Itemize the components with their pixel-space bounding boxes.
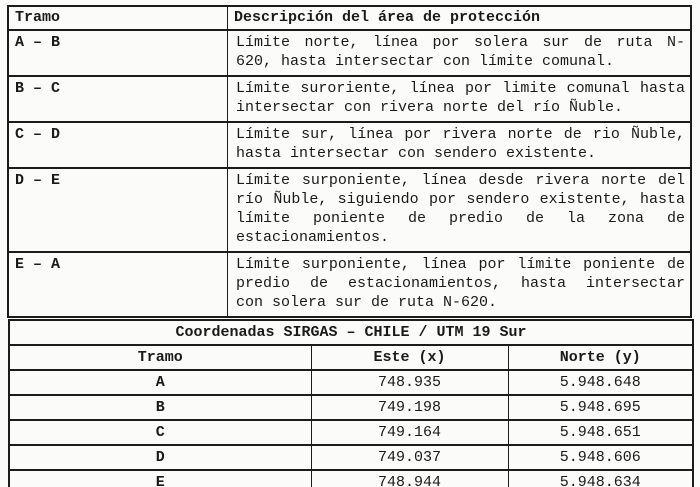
tramo-cell: D – E [8, 168, 228, 252]
table-row-c-d [8, 122, 691, 168]
description-line: hasta intersectar con sendero existente. [236, 145, 597, 162]
norte-column-header: Norte (y) [508, 345, 693, 370]
table-row-d-e [8, 168, 691, 252]
table-row-a-b [8, 30, 691, 76]
description-line: predio de estacionamientos, hasta intersectar [236, 275, 685, 292]
coordinates-header-row [9, 345, 693, 370]
coordinate-row-c [9, 420, 693, 445]
tramo-column-header: Tramo [8, 6, 228, 30]
description-line: Límite suroriente, línea por limite comunal hasta [236, 80, 685, 97]
description-line: límite poniente de predio de la zona de [236, 210, 685, 227]
description-column-header: Descripción del área de protección [228, 6, 692, 30]
description-cell [228, 168, 692, 252]
table-row-b-c [8, 76, 691, 122]
description-cell [228, 122, 692, 168]
description-cell [228, 30, 692, 76]
tramo-cell: E – A [8, 252, 228, 317]
table1-header-row [8, 6, 691, 30]
este-cell: 749.037 [311, 445, 508, 470]
description-cell [228, 252, 692, 317]
norte-cell: 5.948.695 [508, 395, 693, 420]
norte-cell: 5.948.651 [508, 420, 693, 445]
este-cell: 748.944 [311, 470, 508, 487]
tramo-cell: C [9, 420, 311, 445]
norte-cell: 5.948.634 [508, 470, 693, 487]
description-line: estacionamientos. [236, 229, 390, 246]
coordinates-table-title: Coordenadas SIRGAS – CHILE / UTM 19 Sur [9, 320, 693, 345]
tramo-cell: D [9, 445, 311, 470]
tramo-cell: A – B [8, 30, 228, 76]
description-line: Límite surponiente, línea desde rivera norte del [236, 172, 685, 189]
description-line: con solera sur de ruta N-620. [236, 294, 498, 311]
tramo-cell: C – D [8, 122, 228, 168]
description-line: Límite sur, línea por rivera norte de rio Ñuble, [236, 126, 685, 143]
coordinate-row-d [9, 445, 693, 470]
table-row-e-a [8, 252, 691, 317]
description-line: 620, hasta intersectar con límite comunal. [236, 53, 615, 70]
este-cell: 749.164 [311, 420, 508, 445]
coordinates-table [8, 319, 694, 487]
coordinate-row-b [9, 395, 693, 420]
tramo-cell: E [9, 470, 311, 487]
description-line: intersectar con rivera norte del río Ñuble. [236, 99, 624, 116]
tramo-cell: B [9, 395, 311, 420]
description-line: Límite norte, línea por solera sur de ruta N- [236, 34, 685, 51]
tramo-cell: B – C [8, 76, 228, 122]
protection-areas-table [7, 5, 692, 318]
tramo-column-header: Tramo [9, 345, 311, 370]
description-cell [228, 76, 692, 122]
norte-cell: 5.948.648 [508, 370, 693, 395]
coordinates-title-row [9, 320, 693, 345]
coordinate-row-a [9, 370, 693, 395]
tramo-cell: A [9, 370, 311, 395]
este-column-header: Este (x) [311, 345, 508, 370]
norte-cell: 5.948.606 [508, 445, 693, 470]
este-cell: 748.935 [311, 370, 508, 395]
coordinate-row-e [9, 470, 693, 487]
description-line: Límite surponiente, línea por límite poniente de [236, 256, 685, 273]
description-line: río Ñuble, siguiendo por sendero existente, hasta [236, 191, 685, 208]
este-cell: 749.198 [311, 395, 508, 420]
